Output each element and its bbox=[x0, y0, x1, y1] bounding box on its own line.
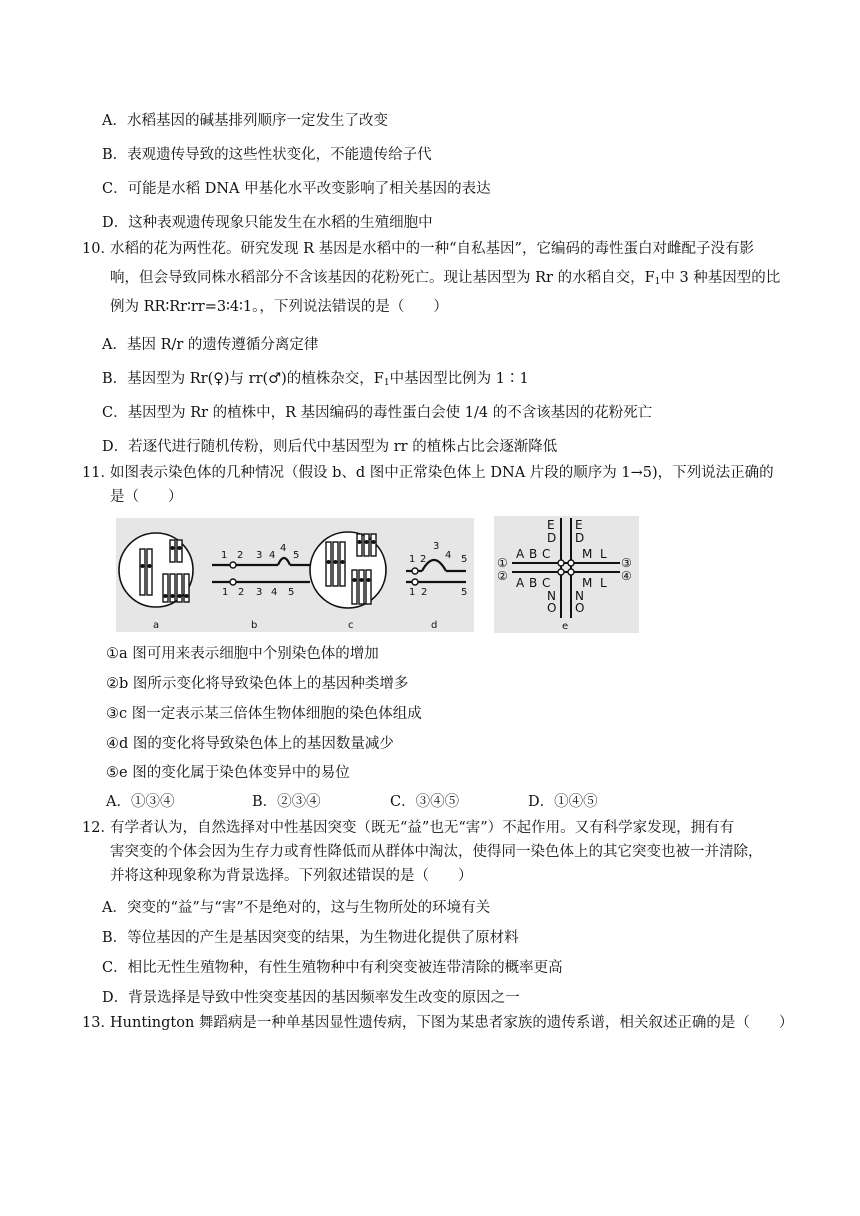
q11-choice-a: A．①③④ bbox=[106, 794, 175, 810]
fig-e-top-e1: E bbox=[547, 518, 555, 532]
q11-choice-b: B．②③④ bbox=[252, 794, 321, 810]
q11-statement-5: ⑤e 图的变化属于染色体变异中的易位 bbox=[106, 765, 350, 781]
q10-stem-line3: 例为 RR∶Rr∶rr=3∶4∶1。，下列说法错误的是（ ） bbox=[110, 299, 448, 315]
q11-number: 11． bbox=[82, 465, 115, 481]
q12-option-d: D．背景选择是导致中性突变基因的基因频率发生改变的原因之一 bbox=[102, 990, 520, 1006]
q12-option-c: C．相比无性生殖物种，有性生殖物种中有利突变被连带清除的概率更高 bbox=[102, 960, 563, 976]
fig-e-bottom-o2: O bbox=[575, 601, 585, 615]
q11-statement-2: ②b 图所示变化将导致染色体上的基因种类增多 bbox=[106, 676, 409, 692]
fig-e-r2-m: M bbox=[582, 576, 593, 590]
fig-b-top-1: 1 bbox=[221, 550, 228, 561]
fig-e-top-d2: D bbox=[575, 531, 585, 545]
q10-option-d: D．若逐代进行随机传粉，则后代中基因型为 rr 的植株占比会逐渐降低 bbox=[102, 439, 558, 455]
fig-d-bottom-2: 2 bbox=[421, 587, 428, 598]
q11-stem-line1: 如图表示染色体的几种情况（假设 b、d 图中正常染色体上 DNA 片段的顺序为 1→5)，下列说法正确的 bbox=[110, 465, 774, 481]
fig-e-bottom-n2: N bbox=[575, 589, 584, 603]
fig-label-d: d bbox=[431, 620, 438, 631]
q11-statement-1: ①a 图可用来表示细胞中个别染色体的增加 bbox=[106, 646, 379, 662]
fig-e-bottom-n1: N bbox=[547, 589, 556, 603]
fig-e-r1-a: A bbox=[516, 547, 525, 561]
fig-e-mark-1: ① bbox=[497, 556, 508, 570]
fig-b-top-4a: 4 bbox=[269, 550, 276, 561]
fig-b-bottom-4: 4 bbox=[271, 587, 278, 598]
fig-label-c: c bbox=[348, 620, 354, 631]
fig-e-r2-a: A bbox=[516, 576, 525, 590]
q9-option-c: C．可能是水稻 DNA 甲基化水平改变影响了相关基因的表达 bbox=[102, 181, 491, 197]
chromosome-figure-abcd bbox=[116, 518, 474, 632]
fig-e-r1-l: L bbox=[600, 547, 607, 561]
fig-e-mark-3: ③ bbox=[621, 556, 632, 570]
q11-statement-4: ④d 图的变化将导致染色体上的基因数量减少 bbox=[106, 736, 394, 752]
fig-b-bottom-5: 5 bbox=[288, 587, 295, 598]
fig-e-mark-4: ④ bbox=[621, 569, 632, 583]
q10-stem-line2: 响，但会导致同株水稻部分不含该基因的花粉死亡。现让基因型为 Rr 的水稻自交，$F_1$中 3 种基因型的比 bbox=[110, 270, 781, 287]
fig-e-mark-2: ② bbox=[497, 569, 508, 583]
fig-e-r1-c: C bbox=[542, 547, 551, 561]
fig-e-r2-b: B bbox=[529, 576, 538, 590]
q11-statement-3: ③c 图一定表示某三倍体生物体细胞的染色体组成 bbox=[106, 706, 422, 722]
fig-b-top-4b: 4 bbox=[280, 543, 287, 554]
q11-choice-c: C．③④⑤ bbox=[390, 794, 460, 810]
q9-option-b: B．表观遗传导致的这些性状变化，不能遗传给子代 bbox=[102, 147, 432, 163]
fig-e-r2-c: C bbox=[542, 576, 551, 590]
q13-stem-line1: Huntington 舞蹈病是一种单基因显性遗传病，下图为某患者家族的遗传系谱，相关叙述正确的是（ ） bbox=[110, 1015, 794, 1031]
fig-label-b: b bbox=[251, 620, 258, 631]
q12-option-a: A．突变的“益”与“害”不是绝对的，这与生物所处的环境有关 bbox=[102, 900, 491, 916]
q12-stem-line1: 有学者认为，自然选择对中性基因突变（既无“益”也无“害”）不起作用。又有科学家发现，拥有有 bbox=[110, 820, 735, 836]
chromosome-figure-e bbox=[494, 516, 639, 633]
q12-stem-line3: 并将这种现象称为背景选择。下列叙述错误的是（ ） bbox=[110, 868, 473, 884]
fig-d-top-1: 1 bbox=[409, 554, 416, 565]
q12-option-b: B．等位基因的产生是基因突变的结果，为生物进化提供了原材料 bbox=[102, 930, 519, 946]
q12-stem-line2: 害突变的个体会因为生存力或育性降低而从群体中淘汰，使得同一染色体上的其它突变也被一并清除， bbox=[110, 844, 763, 860]
q10-option-a: A．基因 R/r 的遗传遵循分离定律 bbox=[102, 337, 319, 353]
fig-e-bottom-o1: O bbox=[547, 601, 557, 615]
fig-e-r1-b: B bbox=[529, 547, 538, 561]
fig-label-e: e bbox=[562, 621, 569, 632]
fig-b-bottom-1: 1 bbox=[222, 587, 229, 598]
q11-choice-d: D．①④⑤ bbox=[528, 794, 598, 810]
fig-b-bottom-3: 3 bbox=[256, 587, 263, 598]
q9-option-a: A．水稻基因的碱基排列顺序一定发生了改变 bbox=[102, 113, 388, 129]
q11-stem-line2: 是（ ） bbox=[110, 489, 183, 505]
q10-number: 10． bbox=[82, 241, 115, 257]
fig-b-bottom-2: 2 bbox=[238, 587, 245, 598]
fig-e-top-d1: D bbox=[547, 531, 557, 545]
fig-e-r2-l: L bbox=[600, 576, 607, 590]
fig-label-a: a bbox=[153, 620, 160, 631]
q10-stem-line1: 水稻的花为两性花。研究发现 R 基因是水稻中的一种“自私基因”，它编码的毒性蛋白对雌配子没有影 bbox=[110, 241, 754, 257]
fig-e-top-e2: E bbox=[575, 518, 583, 532]
fig-d-top-2: 2 bbox=[420, 554, 427, 565]
q12-number: 12． bbox=[82, 820, 115, 836]
fig-d-bottom-5: 5 bbox=[461, 587, 468, 598]
fig-b-top-2: 2 bbox=[237, 550, 244, 561]
q13-number: 13． bbox=[82, 1015, 115, 1031]
fig-d-bottom-1: 1 bbox=[409, 587, 416, 598]
fig-d-top-3: 3 bbox=[433, 541, 440, 552]
fig-d-top-4: 4 bbox=[445, 550, 452, 561]
q10-option-c: C．基因型为 Rr 的植株中，R 基因编码的毒性蛋白会使 1/4 的不含该基因的花粉死亡 bbox=[102, 405, 653, 421]
q9-option-d: D．这种表观遗传现象只能发生在水稻的生殖细胞中 bbox=[102, 215, 433, 231]
fig-e-r1-m: M bbox=[582, 547, 593, 561]
fig-b-top-3: 3 bbox=[256, 550, 263, 561]
fig-d-top-5: 5 bbox=[461, 554, 468, 565]
q10-option-b: B．基因型为 Rr(♀)与 rr(♂)的植株杂交，$F_1$中基因型比例为 1∶1 bbox=[102, 371, 529, 388]
fig-b-top-5: 5 bbox=[293, 550, 300, 561]
